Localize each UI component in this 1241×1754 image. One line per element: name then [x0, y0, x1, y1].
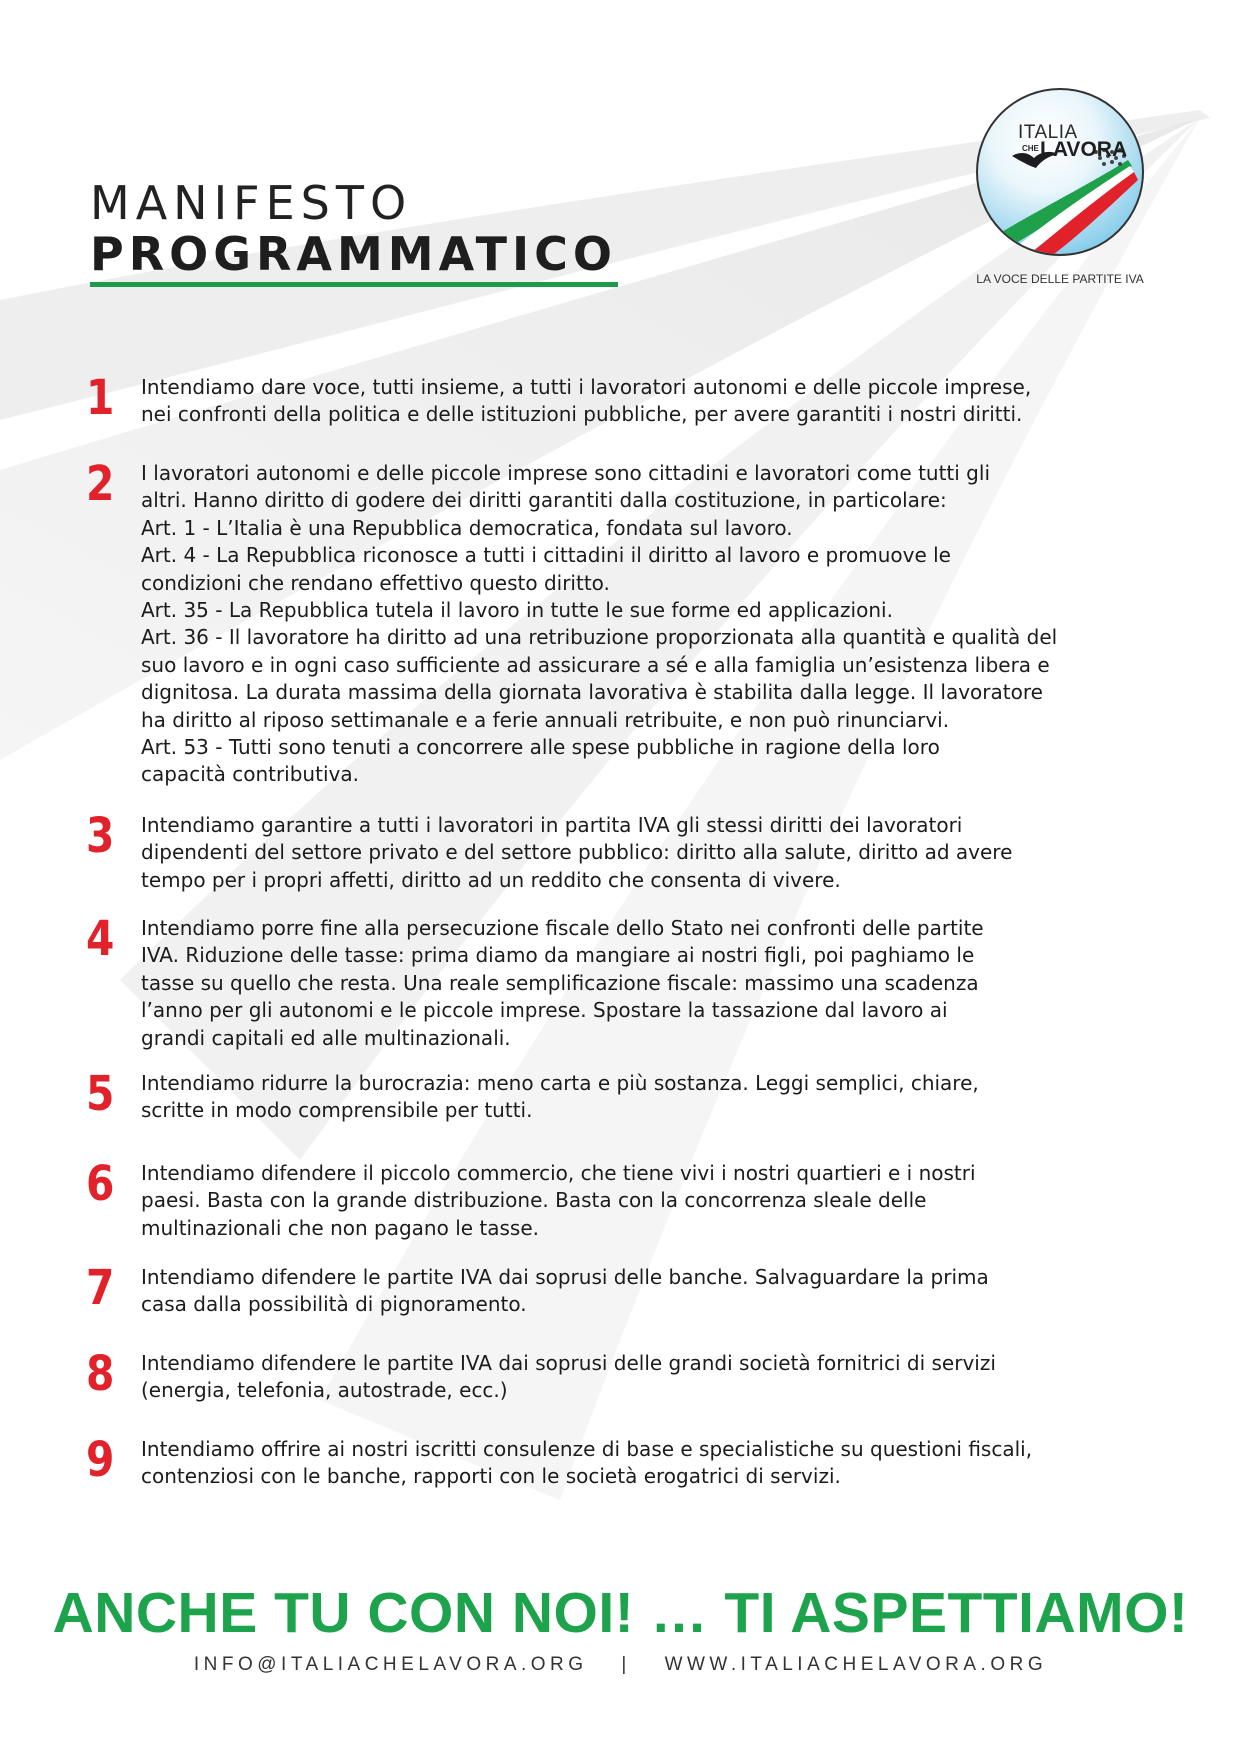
item-number: 7: [86, 1260, 115, 1316]
contact-separator: |: [621, 1654, 631, 1675]
item-text: [141, 1070, 1241, 1125]
logo-word-che: CHE: [1022, 144, 1039, 153]
page-title: [90, 178, 618, 287]
contact-line: [0, 1654, 1241, 1676]
item-number: 4: [86, 911, 115, 967]
item-paragraph: Intendiamo dare voce, tutti insieme, a tutti i lavoratori autonomi e delle piccole imprese, nei confronti della politica e delle istituzioni pubbliche, per avere garantiti i nostri diritti.: [141, 375, 1032, 427]
item-text: [141, 915, 1241, 1052]
logo-tagline: LA VOCE DELLE PARTITE IVA: [976, 272, 1144, 286]
item-paragraph: Intendiamo difendere le partite IVA dai soprusi delle grandi società fornitrici di servizi (energia, telefonia, autostrade, ecc.): [141, 1351, 996, 1403]
item-number: 3: [86, 808, 115, 864]
item-paragraph: Intendiamo difendere il piccolo commercio, che tiene vivi i nostri quartieri e i nostri paesi. Basta con la grande distribuzione. Basta con la concorrenza sleale delle multinazionali che non pagano le tasse.: [141, 1161, 976, 1240]
item-text: [141, 460, 1241, 789]
item-text: [141, 1264, 1241, 1319]
item-number: 8: [86, 1346, 115, 1402]
item-paragraph: Intendiamo porre fine alla persecuzione fiscale dello Stato nei confronti delle partite IVA. Riduzione delle tasse: prima diamo da mangiare ai nostri figli, poi paghiamo le tasse su quello che resta. Una reale semplificazione fiscale: massimo una scadenza l’anno per gli autonomi e le piccole imprese. Spostare la tassazione dal lavoro ai grandi capitali ed alle multinazionali.: [141, 916, 984, 1050]
item-paragraph: I lavoratori autonomi e delle piccole imprese sono cittadini e lavoratori come tutti gli altri. Hanno diritto di godere dei diritti garantiti dalla costituzione, in particolare: Art. 1 - L’Italia è una Repubblica democratica, fondata sul lavoro. Art. 4 - La Repubblica riconosce a tutti i cittadini il diritto al lavoro e promuove le condizioni che rendano effettivo questo diritto. Art. 35 - La Repubblica tutela il lavoro in tutte le sue forme ed applicazioni. Art. 36 - Il lavoratore ha diritto ad una retribuzione proporzionata alla quantità e qualità del suo lavoro e in ogni caso sufficiente ad assicurare a sé e alla famiglia un’esistenza libera e dignitosa. La durata massima della giornata lavorativa è stabilita dalla legge. Il lavoratore ha diritto al riposo settimanale e a ferie annuali retribuite, e non può rinunciarvi. Art. 53 - Tutti sono tenuti a concorrere alle spese pubbliche in ragione della loro capacità contributiva.: [141, 461, 1058, 787]
logo-circle: [976, 88, 1144, 256]
logo-word-italia: ITALIA: [1018, 122, 1078, 143]
logo-word-lavora: LAVORA: [1040, 138, 1128, 161]
item-text: [141, 812, 1241, 894]
item-text: [141, 374, 1241, 429]
item-number: 6: [86, 1156, 115, 1212]
item-number: 2: [86, 456, 115, 512]
title-line-2: PROGRAMMATICO: [90, 227, 617, 281]
logo: [972, 88, 1148, 288]
item-number: 1: [86, 370, 115, 426]
item-number: 9: [86, 1432, 115, 1488]
item-text: [141, 1436, 1241, 1491]
title-underline: [90, 282, 618, 287]
item-paragraph: Intendiamo ridurre la burocrazia: meno carta e più sostanza. Leggi semplici, chiare, scritte in modo comprensibile per tutti.: [141, 1071, 979, 1123]
call-to-action: ANCHE TU CON NOI! … TI ASPETTIAMO!: [52, 1581, 1189, 1645]
item-paragraph: Intendiamo difendere le partite IVA dai soprusi delle banche. Salvaguardare la prima casa dalla possibilità di pignoramento.: [141, 1265, 989, 1317]
item-paragraph: Intendiamo offrire ai nostri iscritti consulenze di base e specialistiche su questioni fiscali, contenziosi con le banche, rapporti con le società erogatrici di servizi.: [141, 1437, 1033, 1489]
item-text: [141, 1350, 1241, 1405]
item-number: 5: [86, 1066, 115, 1122]
email-link[interactable]: INFO@ITALIACHELAVORA.ORG: [193, 1654, 588, 1675]
website-link[interactable]: WWW.ITALIACHELAVORA.ORG: [664, 1654, 1048, 1675]
item-text: [141, 1160, 1241, 1242]
item-paragraph: Intendiamo garantire a tutti i lavoratori in partita IVA gli stessi diritti dei lavoratori dipendenti del settore privato e del settore pubblico: diritto alla salute, diritto ad avere tempo per i propri affetti, diritto ad un reddito che consenta di vivere.: [141, 813, 1013, 892]
title-line-1: MANIFESTO: [90, 176, 413, 230]
logo-emblem-icon: [978, 90, 1142, 254]
